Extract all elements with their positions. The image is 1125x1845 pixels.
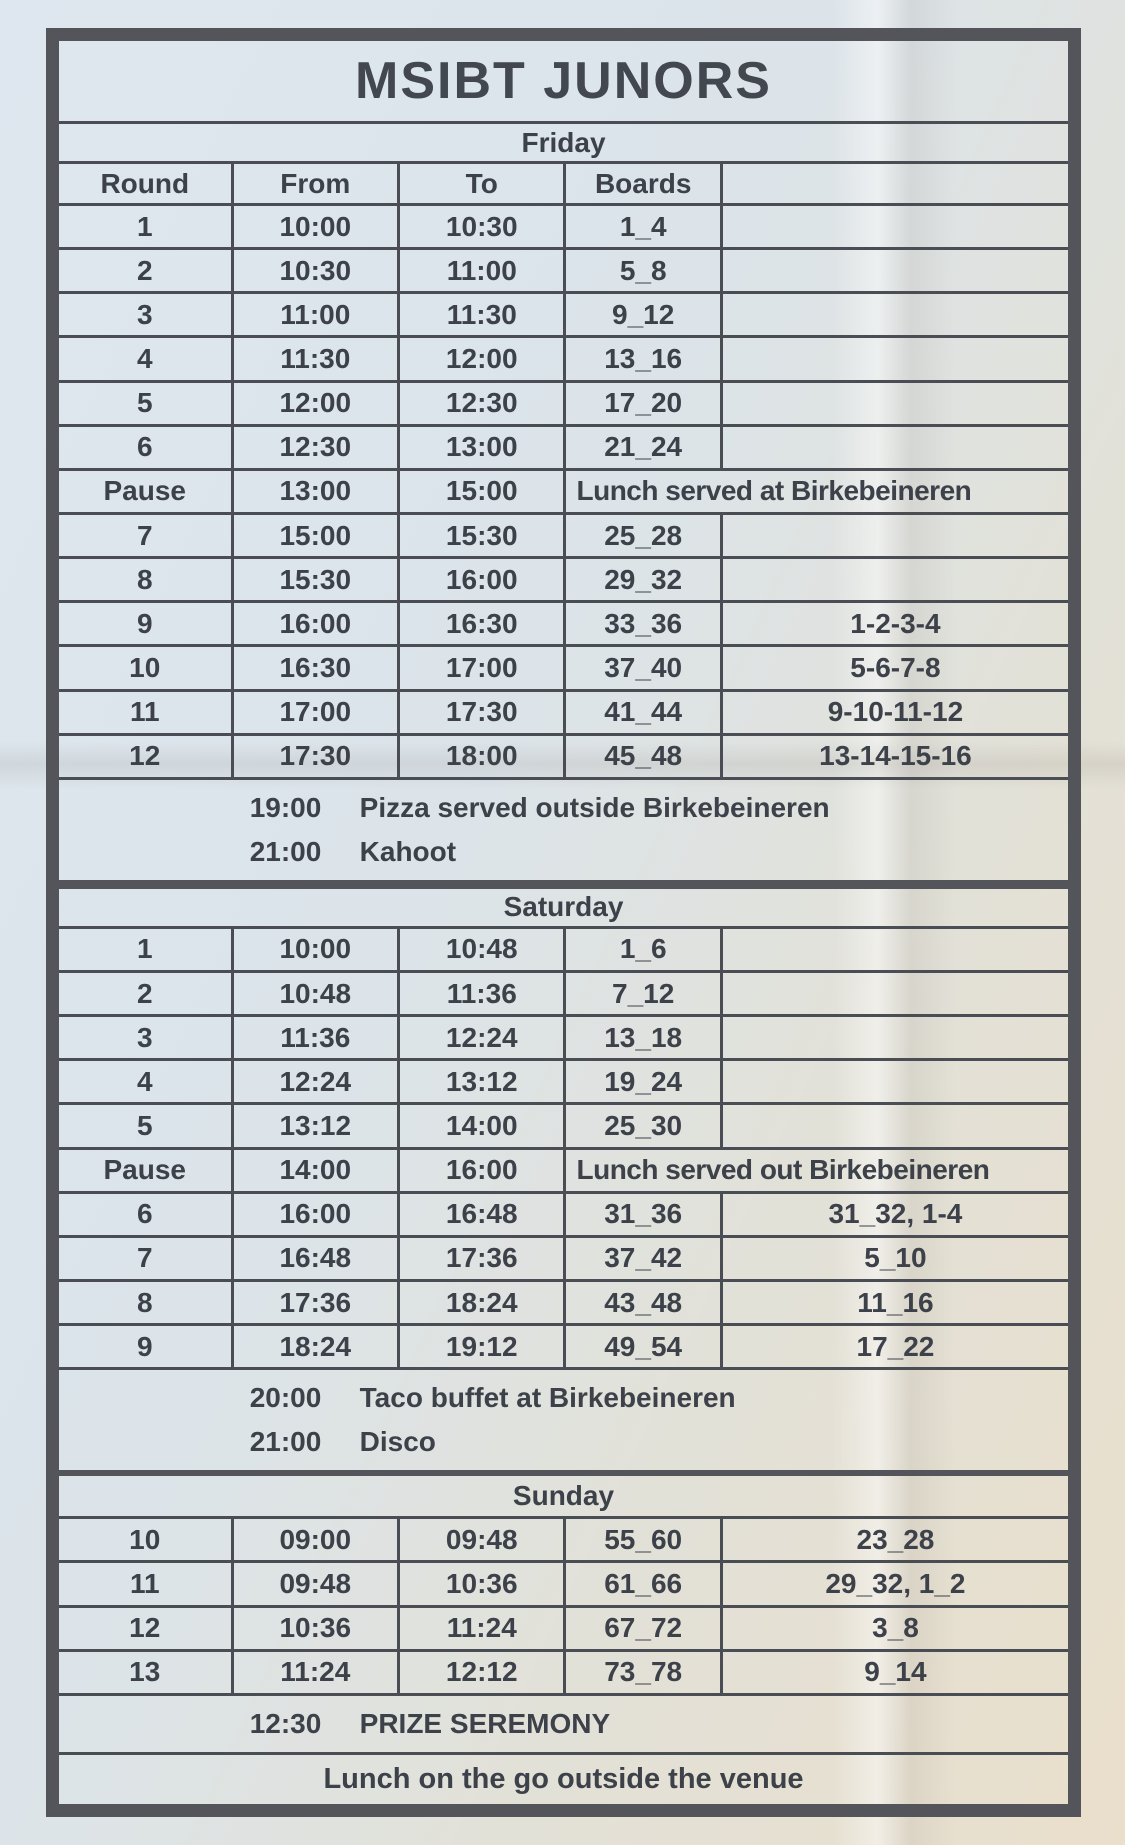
cell-round: 11 bbox=[129, 696, 160, 728]
schedule-row bbox=[59, 556, 1068, 600]
cell-from: 17:36 bbox=[231, 1282, 397, 1323]
cell-boards: 13_18 bbox=[563, 1017, 719, 1058]
cell-from: 10:00 bbox=[231, 206, 397, 247]
cell-from: 17:00 bbox=[231, 692, 397, 733]
schedule-row bbox=[59, 733, 1068, 777]
event-time: 19:00 bbox=[249, 791, 322, 823]
cell-boards: 67_72 bbox=[563, 1608, 719, 1649]
cell-group bbox=[720, 338, 1068, 379]
cell-round: 8 bbox=[136, 563, 153, 595]
cell-group bbox=[720, 383, 1068, 424]
cell-boards: 37_40 bbox=[563, 647, 719, 688]
cell-group bbox=[720, 427, 1068, 468]
footer-row bbox=[59, 1752, 1068, 1804]
cell-from: 18:24 bbox=[231, 1326, 397, 1367]
cell-from: 11:36 bbox=[231, 1017, 397, 1058]
cell-boards: 41_44 bbox=[563, 692, 719, 733]
cell-boards: 1_6 bbox=[563, 929, 719, 970]
day-header-saturday: Saturday bbox=[59, 880, 1068, 926]
cell-group: 5_10 bbox=[720, 1238, 1068, 1279]
cell-group bbox=[720, 559, 1068, 600]
cell-group bbox=[720, 1105, 1068, 1146]
cell-boards: 37_42 bbox=[563, 1238, 719, 1279]
schedule-row bbox=[59, 926, 1068, 970]
schedule-row bbox=[59, 1323, 1068, 1367]
column-header-row bbox=[59, 161, 1068, 203]
cell-round: 6 bbox=[136, 431, 153, 463]
cell-round: 11 bbox=[129, 1567, 160, 1599]
cell-to: 16:30 bbox=[397, 603, 563, 644]
cell-boards: 5_8 bbox=[563, 250, 719, 291]
cell-round: 13 bbox=[129, 1656, 161, 1688]
cell-group: 3_8 bbox=[720, 1608, 1068, 1649]
schedule-row bbox=[59, 1235, 1068, 1279]
cell-boards: 25_28 bbox=[563, 515, 719, 556]
cell-group: 9-10-11-12 bbox=[720, 692, 1068, 733]
events-block bbox=[59, 1367, 1068, 1470]
cell-from: 16:00 bbox=[231, 603, 397, 644]
cell-from: 15:00 bbox=[231, 515, 397, 556]
cell-from: 12:30 bbox=[231, 427, 397, 468]
event-time: 21:00 bbox=[249, 835, 322, 867]
schedule-row bbox=[59, 203, 1068, 247]
events-block bbox=[59, 777, 1068, 880]
cell-to: 13:12 bbox=[397, 1061, 563, 1102]
cell-from: 11:24 bbox=[231, 1652, 397, 1693]
schedule-row bbox=[59, 1279, 1068, 1323]
schedule-row bbox=[59, 1560, 1068, 1604]
event-label: Kahoot bbox=[359, 835, 457, 867]
cell-boards: 33_36 bbox=[563, 603, 719, 644]
cell-boards: 7_12 bbox=[563, 973, 719, 1014]
event-row bbox=[59, 786, 1068, 830]
cell-boards: 49_54 bbox=[563, 1326, 719, 1367]
cell-from: 15:30 bbox=[231, 559, 397, 600]
cell-group: 13-14-15-16 bbox=[720, 736, 1068, 777]
schedule-row bbox=[59, 1058, 1068, 1102]
cell-from: 09:00 bbox=[231, 1519, 397, 1560]
header-cell-to: To bbox=[397, 164, 563, 203]
cell-boards: 17_20 bbox=[563, 383, 719, 424]
cell-to: 11:24 bbox=[397, 1608, 563, 1649]
cell-from: 12:24 bbox=[231, 1061, 397, 1102]
schedule-table bbox=[59, 121, 1068, 1804]
cell-to: 11:36 bbox=[397, 973, 563, 1014]
schedule-row bbox=[59, 689, 1068, 733]
event-time: 21:00 bbox=[249, 1426, 322, 1458]
cell-to: 11:30 bbox=[397, 294, 563, 335]
cell-round: 9 bbox=[136, 1330, 153, 1362]
cell-to: 17:00 bbox=[397, 647, 563, 688]
cell-round: Pause bbox=[103, 1154, 186, 1186]
cell-round: 5 bbox=[136, 1109, 153, 1141]
header-cell-from: From bbox=[231, 164, 397, 203]
cell-to: 12:30 bbox=[397, 383, 563, 424]
cell-round: 4 bbox=[136, 1065, 153, 1097]
cell-from: 10:00 bbox=[231, 929, 397, 970]
cell-from: 10:36 bbox=[231, 1608, 397, 1649]
cell-from: 12:00 bbox=[231, 383, 397, 424]
cell-group: 17_22 bbox=[720, 1326, 1068, 1367]
schedule-frame bbox=[46, 28, 1081, 1817]
cell-to: 16:00 bbox=[397, 1150, 563, 1191]
cell-boards: 55_60 bbox=[563, 1519, 719, 1560]
cell-round: 8 bbox=[136, 1286, 153, 1318]
cell-round: 2 bbox=[136, 254, 153, 286]
header-cell-round: Round bbox=[100, 167, 190, 199]
cell-group bbox=[720, 1017, 1068, 1058]
event-label: Taco buffet at Birkebeineren bbox=[359, 1382, 736, 1414]
cell-round: 10 bbox=[129, 651, 161, 683]
cell-to: 14:00 bbox=[397, 1105, 563, 1146]
cell-boards: 9_12 bbox=[563, 294, 719, 335]
schedule-row bbox=[59, 970, 1068, 1014]
cell-group bbox=[720, 294, 1068, 335]
cell-from: 11:30 bbox=[231, 338, 397, 379]
cell-boards: 73_78 bbox=[563, 1652, 719, 1693]
header-cell-group bbox=[720, 164, 1068, 203]
cell-to: 16:00 bbox=[397, 559, 563, 600]
cell-to: 15:30 bbox=[397, 515, 563, 556]
cell-round: 7 bbox=[136, 519, 153, 551]
cell-round: Pause bbox=[103, 475, 186, 507]
cell-group bbox=[720, 929, 1068, 970]
cell-group: 1-2-3-4 bbox=[720, 603, 1068, 644]
events-block bbox=[59, 1693, 1068, 1752]
cell-group bbox=[720, 1061, 1068, 1102]
event-row bbox=[59, 830, 1068, 874]
schedule-row bbox=[59, 1605, 1068, 1649]
schedule-row bbox=[59, 380, 1068, 424]
day-header-sunday: Sunday bbox=[59, 1470, 1068, 1516]
cell-round: 2 bbox=[136, 977, 153, 1009]
schedule-row bbox=[59, 291, 1068, 335]
cell-round: 10 bbox=[129, 1523, 161, 1555]
cell-to: 18:24 bbox=[397, 1282, 563, 1323]
cell-from: 10:48 bbox=[231, 973, 397, 1014]
page-title: MSIBT JUNORS bbox=[355, 52, 772, 110]
event-row bbox=[59, 1702, 1068, 1746]
cell-round: 12 bbox=[129, 1612, 161, 1644]
cell-from: 09:48 bbox=[231, 1563, 397, 1604]
cell-from: 11:00 bbox=[231, 294, 397, 335]
cell-to: 16:48 bbox=[397, 1194, 563, 1235]
cell-group bbox=[720, 250, 1068, 291]
cell-from: 10:30 bbox=[231, 250, 397, 291]
cell-group: 5-6-7-8 bbox=[720, 647, 1068, 688]
event-label: PRIZE SEREMONY bbox=[359, 1707, 611, 1739]
cell-boards: 61_66 bbox=[563, 1563, 719, 1604]
schedule-row bbox=[59, 512, 1068, 556]
schedule-row bbox=[59, 644, 1068, 688]
cell-to: 10:30 bbox=[397, 206, 563, 247]
cell-boards: 25_30 bbox=[563, 1105, 719, 1146]
header-cell-boards: Boards bbox=[563, 164, 719, 203]
schedule-row bbox=[59, 1014, 1068, 1058]
title-row bbox=[59, 41, 1068, 121]
cell-boards: 13_16 bbox=[563, 338, 719, 379]
cell-round: 7 bbox=[136, 1242, 153, 1274]
pause-row bbox=[59, 468, 1068, 512]
cell-round: 3 bbox=[136, 1021, 153, 1053]
cell-boards: 43_48 bbox=[563, 1282, 719, 1323]
schedule-row bbox=[59, 424, 1068, 468]
cell-group bbox=[720, 206, 1068, 247]
cell-round: 1 bbox=[136, 933, 153, 965]
cell-from: 13:00 bbox=[231, 471, 397, 512]
cell-group: 11_16 bbox=[720, 1282, 1068, 1323]
cell-boards: 1_4 bbox=[563, 206, 719, 247]
cell-round: 1 bbox=[136, 210, 153, 242]
cell-round: 3 bbox=[136, 298, 153, 330]
cell-boards: 21_24 bbox=[563, 427, 719, 468]
cell-from: 16:48 bbox=[231, 1238, 397, 1279]
cell-round: 6 bbox=[136, 1198, 153, 1230]
cell-note: Lunch served at Birkebeineren bbox=[563, 471, 1068, 512]
schedule-row bbox=[59, 1649, 1068, 1693]
day-header-friday: Friday bbox=[59, 121, 1068, 161]
cell-to: 12:24 bbox=[397, 1017, 563, 1058]
schedule-row bbox=[59, 1102, 1068, 1146]
schedule-row bbox=[59, 1191, 1068, 1235]
cell-round: 5 bbox=[136, 387, 153, 419]
cell-to: 13:00 bbox=[397, 427, 563, 468]
cell-group: 9_14 bbox=[720, 1652, 1068, 1693]
event-row bbox=[59, 1376, 1068, 1420]
cell-to: 17:30 bbox=[397, 692, 563, 733]
cell-group bbox=[720, 973, 1068, 1014]
event-row bbox=[59, 1420, 1068, 1464]
schedule-row bbox=[59, 247, 1068, 291]
cell-to: 12:12 bbox=[397, 1652, 563, 1693]
cell-from: 16:00 bbox=[231, 1194, 397, 1235]
cell-to: 19:12 bbox=[397, 1326, 563, 1367]
cell-to: 17:36 bbox=[397, 1238, 563, 1279]
event-time: 20:00 bbox=[249, 1382, 322, 1414]
event-label: Disco bbox=[359, 1426, 436, 1458]
cell-group bbox=[720, 515, 1068, 556]
cell-to: 18:00 bbox=[397, 736, 563, 777]
footer-note: Lunch on the go outside the venue bbox=[323, 1762, 804, 1795]
cell-boards: 29_32 bbox=[563, 559, 719, 600]
cell-to: 15:00 bbox=[397, 471, 563, 512]
schedule-row bbox=[59, 1516, 1068, 1560]
schedule-row bbox=[59, 335, 1068, 379]
cell-to: 12:00 bbox=[397, 338, 563, 379]
cell-group: 23_28 bbox=[720, 1519, 1068, 1560]
cell-round: 12 bbox=[129, 740, 161, 772]
cell-boards: 31_36 bbox=[563, 1194, 719, 1235]
cell-from: 13:12 bbox=[231, 1105, 397, 1146]
cell-to: 11:00 bbox=[397, 250, 563, 291]
cell-round: 9 bbox=[136, 607, 153, 639]
cell-from: 14:00 bbox=[231, 1150, 397, 1191]
event-label: Pizza served outside Birkebeineren bbox=[359, 791, 830, 823]
cell-round: 4 bbox=[136, 342, 153, 374]
cell-group: 29_32, 1_2 bbox=[720, 1563, 1068, 1604]
cell-to: 09:48 bbox=[397, 1519, 563, 1560]
cell-note: Lunch served out Birkebeineren bbox=[563, 1150, 1068, 1191]
cell-to: 10:48 bbox=[397, 929, 563, 970]
cell-to: 10:36 bbox=[397, 1563, 563, 1604]
schedule-row bbox=[59, 600, 1068, 644]
cell-group: 31_32, 1-4 bbox=[720, 1194, 1068, 1235]
event-time: 12:30 bbox=[249, 1707, 322, 1739]
pause-row bbox=[59, 1147, 1068, 1191]
cell-boards: 19_24 bbox=[563, 1061, 719, 1102]
cell-from: 16:30 bbox=[231, 647, 397, 688]
cell-from: 17:30 bbox=[231, 736, 397, 777]
cell-boards: 45_48 bbox=[563, 736, 719, 777]
